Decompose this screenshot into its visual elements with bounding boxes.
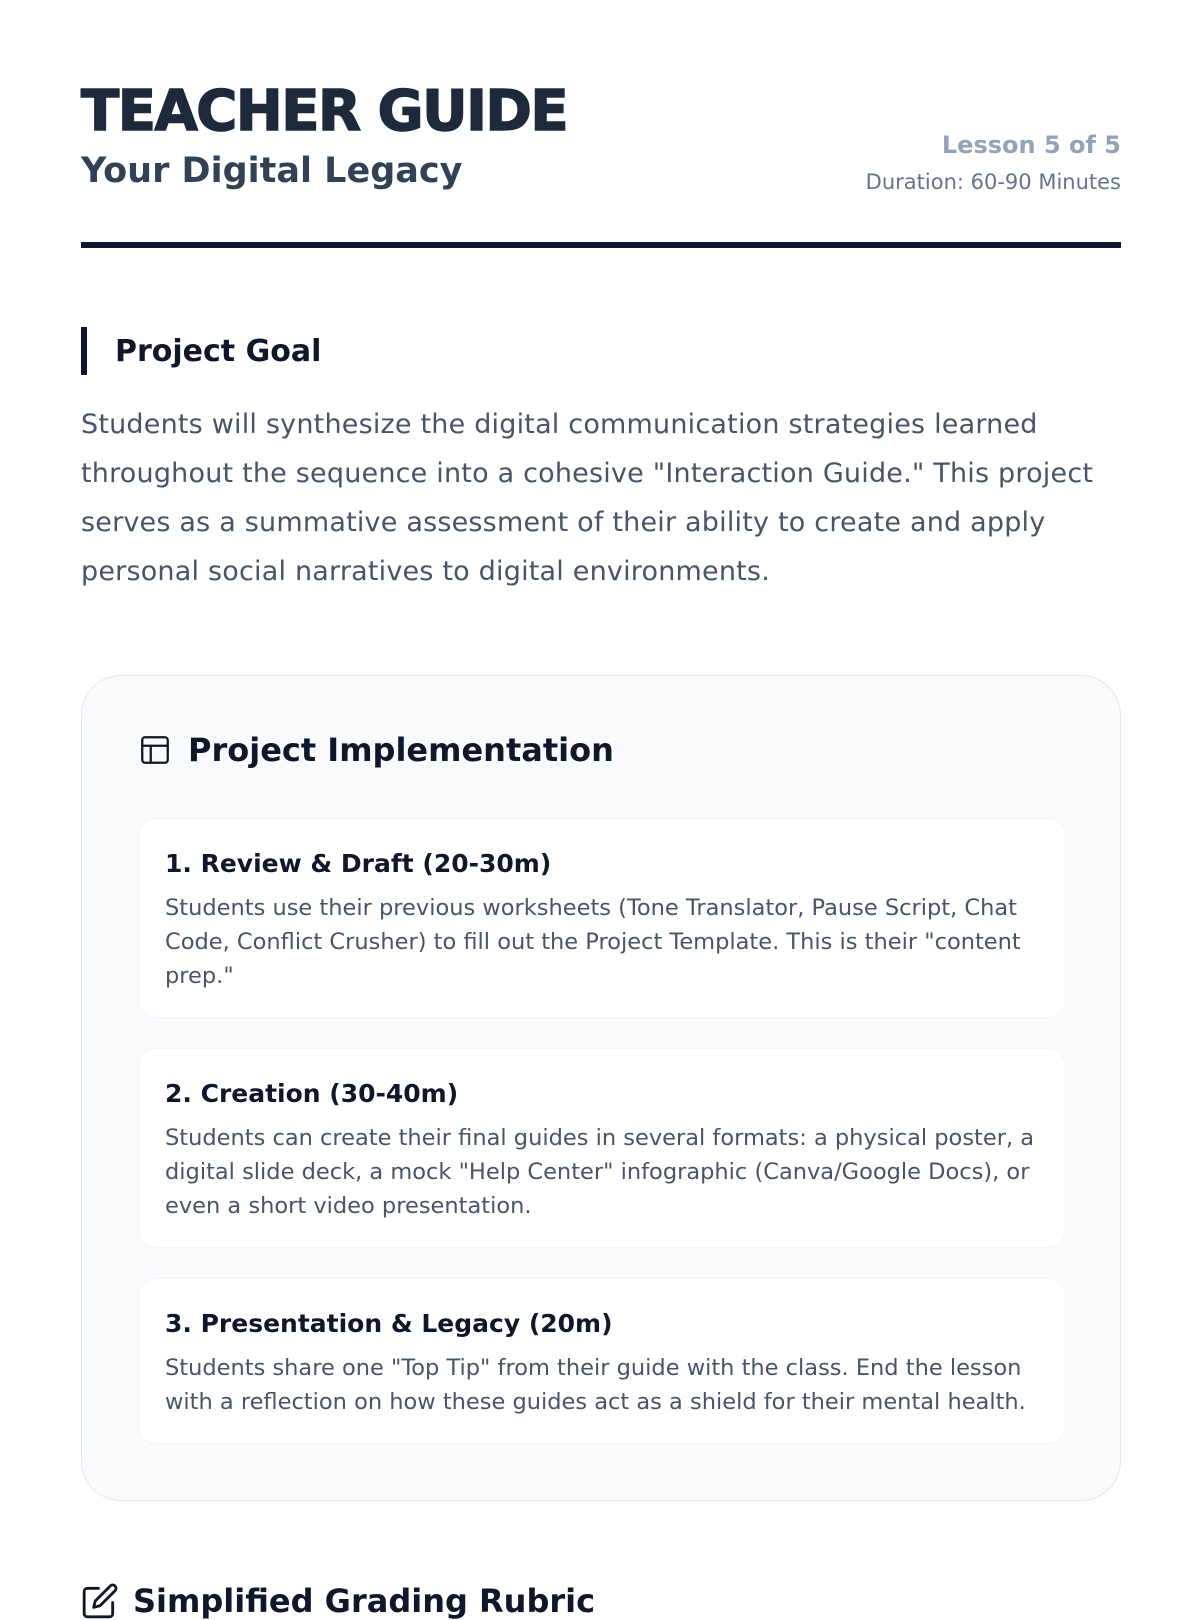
grading-rubric-title: Simplified Grading Rubric <box>133 1582 596 1620</box>
step-title: 2. Creation (30-40m) <box>165 1079 459 1108</box>
step-description: Students use their previous worksheets (Tone Translator, Pause Script, Chat Code, Conflict Crusher) to fill out the Project Template. This is their "content prep." <box>165 895 1021 989</box>
project-goal-heading <box>81 327 321 375</box>
layout-icon <box>138 733 172 767</box>
lesson-duration: Duration: 60-90 Minutes <box>865 170 1121 195</box>
project-goal-text: Students will synthesize the digital communication strategies learned throughout the sequence into a cohesive "Interaction Guide." This project serves as a summative assessment of their ability to create and apply personal social narratives to digital environments. <box>81 409 1094 587</box>
step-title: 1. Review & Draft (20-30m) <box>165 849 552 878</box>
lesson-meta <box>866 130 1121 196</box>
lesson-number: Lesson 5 of 5 <box>941 131 1121 159</box>
page-subtitle: Your Digital Legacy <box>81 151 463 191</box>
project-implementation-heading <box>138 731 614 769</box>
step-title: 3. Presentation & Legacy (20m) <box>165 1309 613 1338</box>
page-header <box>81 0 1121 248</box>
step-card <box>138 818 1066 1018</box>
edit-icon <box>81 1582 119 1620</box>
page-title: TEACHER GUIDE <box>81 79 568 144</box>
step-card <box>138 1048 1066 1248</box>
project-implementation-card <box>81 675 1121 1501</box>
project-implementation-title: Project Implementation <box>188 731 614 769</box>
project-goal-title: Project Goal <box>115 333 322 369</box>
grading-rubric-heading <box>81 1582 595 1620</box>
step-card <box>138 1278 1066 1444</box>
step-description: Students can create their final guides in several formats: a physical poster, a digital slide deck, a mock "Help Center" infographic (Canva/Google Docs), or even a short video presentation. <box>165 1125 1035 1219</box>
step-description: Students share one "Top Tip" from their guide with the class. End the lesson with a reflection on how these guides act as a shield for their mental health. <box>165 1355 1026 1415</box>
teacher-guide-page <box>81 0 1121 1620</box>
